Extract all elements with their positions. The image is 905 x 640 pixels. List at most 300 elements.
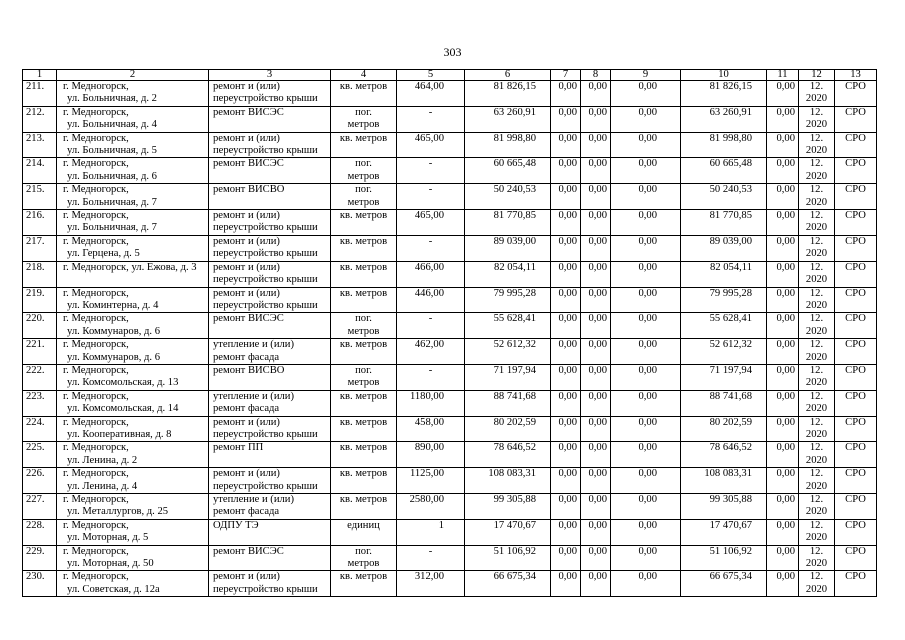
work-type-cell bbox=[209, 494, 331, 520]
deadline-cell bbox=[799, 416, 835, 442]
col8-cell bbox=[581, 519, 611, 545]
col7-cell bbox=[551, 158, 581, 184]
address-line-2: ул. Больничная, д. 4 bbox=[67, 119, 157, 131]
col7-cell bbox=[551, 106, 581, 132]
col8-cell bbox=[581, 261, 611, 287]
funding-source: СРО bbox=[845, 210, 866, 222]
table-row bbox=[23, 339, 877, 365]
funding-source: СРО bbox=[845, 416, 866, 428]
address-cell bbox=[57, 235, 209, 261]
address-line-1: г. Медногорск, ул. Ежова, д. 3 bbox=[63, 261, 197, 273]
address-cell bbox=[57, 339, 209, 365]
work-type-cell bbox=[209, 442, 331, 468]
deadline-cell bbox=[799, 364, 835, 390]
row-number-cell bbox=[23, 364, 57, 390]
row-number-cell bbox=[23, 313, 57, 339]
deadline-year: 2020 bbox=[805, 196, 828, 208]
work-type-line-1: ремонт ВИСВО bbox=[213, 364, 285, 376]
row-number: 215. bbox=[26, 184, 45, 196]
table-body bbox=[23, 81, 877, 597]
table-row bbox=[23, 184, 877, 210]
row-number: 216. bbox=[26, 210, 45, 222]
col11-value: 0,00 bbox=[776, 364, 795, 376]
deadline-year: 2020 bbox=[805, 299, 828, 311]
col8-cell bbox=[581, 339, 611, 365]
col8-cell bbox=[581, 184, 611, 210]
deadline-month: 12. bbox=[809, 106, 824, 118]
column-header-12: 12 bbox=[799, 70, 835, 81]
table-row bbox=[23, 545, 877, 571]
col8-value: 0,00 bbox=[588, 571, 607, 583]
funding-source: СРО bbox=[845, 442, 866, 454]
col9-cell bbox=[611, 545, 681, 571]
funding-source-cell bbox=[835, 158, 877, 184]
unit-cell bbox=[331, 571, 397, 597]
total-cost-value: 88 741,68 bbox=[493, 390, 536, 402]
total-cost-value: 89 039,00 bbox=[493, 235, 536, 247]
col11-value: 0,00 bbox=[776, 390, 795, 402]
table-row bbox=[23, 158, 877, 184]
work-type-cell bbox=[209, 416, 331, 442]
column-header-5: 5 bbox=[397, 70, 465, 81]
deadline-month: 12. bbox=[809, 132, 824, 144]
work-type-line-2: переустройство крыши bbox=[213, 274, 318, 286]
work-type-line-1: ремонт ВИСЭС bbox=[213, 158, 284, 170]
funding-source-cell bbox=[835, 210, 877, 236]
unit-line-1: единиц bbox=[347, 519, 380, 531]
unit-cell bbox=[331, 235, 397, 261]
work-type-cell bbox=[209, 364, 331, 390]
col8-value: 0,00 bbox=[588, 364, 607, 376]
deadline-year: 2020 bbox=[805, 351, 828, 363]
funding-source-cell bbox=[835, 81, 877, 107]
deadline-month: 12. bbox=[809, 571, 824, 583]
funding-source-cell bbox=[835, 571, 877, 597]
col7-cell bbox=[551, 132, 581, 158]
funding-source-cell bbox=[835, 339, 877, 365]
address-line-2: ул. Больничная, д. 5 bbox=[67, 145, 157, 157]
col11-value: 0,00 bbox=[776, 519, 795, 531]
row-number: 214. bbox=[26, 158, 45, 170]
funding-source: СРО bbox=[845, 184, 866, 196]
unit-line-1: пог. bbox=[355, 364, 372, 376]
deadline-year: 2020 bbox=[805, 428, 828, 440]
row-number-cell bbox=[23, 81, 57, 107]
work-type-cell bbox=[209, 287, 331, 313]
row-number-cell bbox=[23, 106, 57, 132]
unit-line-2: метров bbox=[347, 119, 380, 131]
quantity-cell bbox=[397, 494, 465, 520]
col7-value: 0,00 bbox=[558, 235, 577, 247]
row-number: 217. bbox=[26, 235, 45, 247]
deadline-month: 12. bbox=[809, 519, 824, 531]
unit-line-1: пог. bbox=[355, 106, 372, 118]
col9-cell bbox=[611, 106, 681, 132]
work-type-cell bbox=[209, 468, 331, 494]
quantity-value: 464,00 bbox=[414, 81, 444, 92]
col10-value: 81 998,80 bbox=[709, 132, 752, 144]
quantity-value: - bbox=[428, 235, 433, 247]
quantity-cell bbox=[397, 442, 465, 468]
unit-cell bbox=[331, 210, 397, 236]
work-type-line-2: ремонт фасада bbox=[213, 403, 280, 415]
col11-cell bbox=[767, 132, 799, 158]
row-number-cell bbox=[23, 339, 57, 365]
work-type-line-1: ремонт и (или) bbox=[213, 132, 280, 144]
address-line-1: г. Медногорск, bbox=[63, 442, 129, 454]
column-header-2: 2 bbox=[57, 70, 209, 81]
row-number-cell bbox=[23, 468, 57, 494]
col10-value: 63 260,91 bbox=[709, 106, 752, 118]
col11-value: 0,00 bbox=[776, 210, 795, 222]
work-type-line-1: ремонт ВИСЭС bbox=[213, 313, 284, 325]
deadline-year: 2020 bbox=[805, 93, 828, 105]
col8-value: 0,00 bbox=[588, 158, 607, 170]
row-number: 227. bbox=[26, 494, 45, 505]
col7-cell bbox=[551, 339, 581, 365]
address-line-1: г. Медногорск, bbox=[63, 545, 129, 557]
unit-cell bbox=[331, 106, 397, 132]
row-number: 230. bbox=[26, 571, 45, 583]
funding-source-cell bbox=[835, 390, 877, 416]
col10-value: 78 646,52 bbox=[709, 442, 752, 454]
deadline-month: 12. bbox=[809, 416, 824, 428]
col9-value: 0,00 bbox=[638, 235, 657, 247]
col10-value: 71 197,94 bbox=[709, 364, 752, 376]
table-row bbox=[23, 313, 877, 339]
work-type-line-1: ремонт и (или) bbox=[213, 261, 280, 273]
address-line-1: г. Медногорск, bbox=[63, 184, 129, 196]
work-type-line-1: ремонт и (или) bbox=[213, 416, 280, 428]
address-cell bbox=[57, 158, 209, 184]
deadline-cell bbox=[799, 81, 835, 107]
table-row bbox=[23, 287, 877, 313]
unit-line-1: кв. метров bbox=[339, 390, 388, 402]
deadline-year: 2020 bbox=[805, 558, 828, 570]
quantity-cell bbox=[397, 81, 465, 107]
deadline-month: 12. bbox=[809, 210, 824, 222]
col9-cell bbox=[611, 287, 681, 313]
col10-value: 50 240,53 bbox=[709, 184, 752, 196]
col7-cell bbox=[551, 442, 581, 468]
quantity-cell bbox=[397, 364, 465, 390]
quantity-cell bbox=[397, 210, 465, 236]
quantity-cell bbox=[397, 339, 465, 365]
unit-cell bbox=[331, 494, 397, 520]
row-number: 212. bbox=[26, 106, 45, 118]
col9-value: 0,00 bbox=[638, 416, 657, 428]
deadline-month: 12. bbox=[809, 339, 824, 351]
deadline-cell bbox=[799, 261, 835, 287]
col10-cell bbox=[681, 261, 767, 287]
col9-cell bbox=[611, 468, 681, 494]
unit-line-1: кв. метров bbox=[339, 210, 388, 222]
deadline-month: 12. bbox=[809, 287, 824, 299]
col8-value: 0,00 bbox=[588, 313, 607, 325]
funding-source-cell bbox=[835, 313, 877, 339]
work-type-cell bbox=[209, 519, 331, 545]
work-type-cell bbox=[209, 184, 331, 210]
row-number-cell bbox=[23, 390, 57, 416]
total-cost-value: 55 628,41 bbox=[493, 313, 536, 325]
quantity-value: - bbox=[428, 184, 433, 196]
total-cost-cell bbox=[465, 571, 551, 597]
col11-cell bbox=[767, 468, 799, 494]
quantity-cell bbox=[397, 184, 465, 210]
row-number: 228. bbox=[26, 519, 45, 531]
address-line-1: г. Медногорск, bbox=[63, 313, 129, 325]
col8-value: 0,00 bbox=[588, 519, 607, 531]
funding-source: СРО bbox=[845, 158, 866, 170]
deadline-cell bbox=[799, 571, 835, 597]
quantity-value: - bbox=[428, 106, 433, 118]
address-line-2: ул. Больничная, д. 2 bbox=[67, 93, 157, 105]
work-type-line-1: ремонт и (или) bbox=[213, 235, 280, 247]
col7-value: 0,00 bbox=[558, 184, 577, 196]
col9-cell bbox=[611, 442, 681, 468]
total-cost-value: 81 770,85 bbox=[493, 210, 536, 222]
total-cost-value: 99 305,88 bbox=[493, 494, 536, 505]
column-header-11: 11 bbox=[767, 70, 799, 81]
address-cell bbox=[57, 545, 209, 571]
deadline-year: 2020 bbox=[805, 532, 828, 544]
table-row bbox=[23, 261, 877, 287]
col8-value: 0,00 bbox=[588, 339, 607, 351]
col7-value: 0,00 bbox=[558, 519, 577, 531]
col11-cell bbox=[767, 158, 799, 184]
table-row bbox=[23, 235, 877, 261]
col9-cell bbox=[611, 210, 681, 236]
deadline-month: 12. bbox=[809, 158, 824, 170]
row-number: 221. bbox=[26, 339, 45, 351]
work-type-cell bbox=[209, 210, 331, 236]
unit-line-2: метров bbox=[347, 558, 380, 570]
total-cost-value: 51 106,92 bbox=[493, 545, 536, 557]
row-number-cell bbox=[23, 416, 57, 442]
col8-value: 0,00 bbox=[588, 210, 607, 222]
quantity-value: 890,00 bbox=[414, 442, 444, 454]
address-line-2: ул. Моторная, д. 50 bbox=[67, 558, 154, 570]
total-cost-value: 79 995,28 bbox=[493, 287, 536, 299]
work-type-line-1: ремонт и (или) bbox=[213, 287, 280, 299]
unit-line-1: кв. метров bbox=[339, 571, 388, 583]
col8-cell bbox=[581, 494, 611, 520]
col10-cell bbox=[681, 235, 767, 261]
deadline-month: 12. bbox=[809, 390, 824, 402]
col11-value: 0,00 bbox=[776, 313, 795, 325]
work-type-line-1: ремонт ПП bbox=[213, 442, 264, 454]
address-cell bbox=[57, 390, 209, 416]
quantity-cell bbox=[397, 158, 465, 184]
quantity-value: 458,00 bbox=[414, 416, 444, 428]
col8-cell bbox=[581, 545, 611, 571]
work-type-line-2: переустройство крыши bbox=[213, 428, 318, 440]
work-type-line-2: переустройство крыши bbox=[213, 145, 318, 157]
quantity-cell bbox=[397, 390, 465, 416]
deadline-cell bbox=[799, 519, 835, 545]
unit-line-1: пог. bbox=[355, 184, 372, 196]
col10-cell bbox=[681, 442, 767, 468]
funding-source: СРО bbox=[845, 571, 866, 583]
row-number-cell bbox=[23, 210, 57, 236]
deadline-year: 2020 bbox=[805, 248, 828, 260]
total-cost-value: 60 665,48 bbox=[493, 158, 536, 170]
total-cost-value: 63 260,91 bbox=[493, 106, 536, 118]
col8-cell bbox=[581, 416, 611, 442]
col9-cell bbox=[611, 184, 681, 210]
address-cell bbox=[57, 494, 209, 520]
address-line-1: г. Медногорск, bbox=[63, 287, 129, 299]
col7-value: 0,00 bbox=[558, 81, 577, 92]
col8-value: 0,00 bbox=[588, 184, 607, 196]
unit-cell bbox=[331, 416, 397, 442]
address-line-1: г. Медногорск, bbox=[63, 210, 129, 222]
col10-cell bbox=[681, 416, 767, 442]
col9-cell bbox=[611, 519, 681, 545]
unit-line-1: кв. метров bbox=[339, 494, 388, 505]
col10-cell bbox=[681, 313, 767, 339]
col8-cell bbox=[581, 287, 611, 313]
funding-source-cell bbox=[835, 468, 877, 494]
funding-source-cell bbox=[835, 545, 877, 571]
col7-value: 0,00 bbox=[558, 390, 577, 402]
col11-cell bbox=[767, 106, 799, 132]
col8-cell bbox=[581, 210, 611, 236]
col8-cell bbox=[581, 390, 611, 416]
table-row bbox=[23, 494, 877, 520]
col10-cell bbox=[681, 287, 767, 313]
col11-value: 0,00 bbox=[776, 132, 795, 144]
deadline-cell bbox=[799, 494, 835, 520]
address-line-2: ул. Кооперативная, д. 8 bbox=[67, 428, 172, 440]
work-type-cell bbox=[209, 571, 331, 597]
col11-value: 0,00 bbox=[776, 571, 795, 583]
total-cost-value: 52 612,32 bbox=[493, 339, 536, 351]
col9-value: 0,00 bbox=[638, 519, 657, 531]
col11-cell bbox=[767, 339, 799, 365]
table-row bbox=[23, 416, 877, 442]
row-number-cell bbox=[23, 442, 57, 468]
total-cost-cell bbox=[465, 390, 551, 416]
deadline-year: 2020 bbox=[805, 145, 828, 157]
col8-value: 0,00 bbox=[588, 416, 607, 428]
total-cost-cell bbox=[465, 442, 551, 468]
repair-schedule-table bbox=[22, 69, 877, 597]
deadline-year: 2020 bbox=[805, 403, 828, 415]
col9-cell bbox=[611, 261, 681, 287]
col10-value: 51 106,92 bbox=[709, 545, 752, 557]
deadline-year: 2020 bbox=[805, 480, 828, 492]
funding-source-cell bbox=[835, 494, 877, 520]
col11-value: 0,00 bbox=[776, 494, 795, 505]
unit-line-2: метров bbox=[347, 196, 380, 208]
col9-cell bbox=[611, 416, 681, 442]
header-row bbox=[23, 70, 877, 81]
work-type-cell bbox=[209, 81, 331, 107]
funding-source-cell bbox=[835, 106, 877, 132]
address-cell bbox=[57, 132, 209, 158]
row-number: 224. bbox=[26, 416, 45, 428]
table-row bbox=[23, 519, 877, 545]
total-cost-value: 108 083,31 bbox=[488, 468, 536, 480]
unit-cell bbox=[331, 519, 397, 545]
table-row bbox=[23, 442, 877, 468]
quantity-value: 465,00 bbox=[414, 210, 444, 222]
quantity-value: - bbox=[428, 313, 433, 325]
col9-value: 0,00 bbox=[638, 261, 657, 273]
column-header-8: 8 bbox=[581, 70, 611, 81]
col9-cell bbox=[611, 339, 681, 365]
funding-source: СРО bbox=[845, 313, 866, 325]
unit-line-2: метров bbox=[347, 325, 380, 337]
quantity-value: - bbox=[428, 364, 433, 376]
col9-value: 0,00 bbox=[638, 494, 657, 505]
address-line-1: г. Медногорск, bbox=[63, 132, 129, 144]
work-type-line-2: ремонт фасада bbox=[213, 351, 280, 363]
col7-value: 0,00 bbox=[558, 571, 577, 583]
unit-line-1: кв. метров bbox=[339, 132, 388, 144]
col11-value: 0,00 bbox=[776, 261, 795, 273]
table-row bbox=[23, 468, 877, 494]
col11-value: 0,00 bbox=[776, 545, 795, 557]
unit-line-1: кв. метров bbox=[339, 261, 388, 273]
column-header-7: 7 bbox=[551, 70, 581, 81]
work-type-line-1: утепление и (или) bbox=[213, 390, 294, 402]
deadline-cell bbox=[799, 390, 835, 416]
funding-source: СРО bbox=[845, 494, 866, 505]
col9-value: 0,00 bbox=[638, 364, 657, 376]
col11-value: 0,00 bbox=[776, 81, 795, 92]
col9-value: 0,00 bbox=[638, 545, 657, 557]
deadline-cell bbox=[799, 313, 835, 339]
col9-value: 0,00 bbox=[638, 184, 657, 196]
col9-cell bbox=[611, 81, 681, 107]
col10-cell bbox=[681, 106, 767, 132]
col9-value: 0,00 bbox=[638, 390, 657, 402]
funding-source: СРО bbox=[845, 364, 866, 376]
col10-value: 55 628,41 bbox=[709, 313, 752, 325]
address-line-2: ул. Моторная, д. 5 bbox=[67, 532, 149, 544]
deadline-year: 2020 bbox=[805, 119, 828, 131]
unit-cell bbox=[331, 468, 397, 494]
work-type-line-1: ОДПУ ТЭ bbox=[213, 519, 259, 531]
unit-line-2: метров bbox=[347, 377, 380, 389]
work-type-cell bbox=[209, 390, 331, 416]
col11-value: 0,00 bbox=[776, 468, 795, 480]
col7-value: 0,00 bbox=[558, 468, 577, 480]
unit-line-1: кв. метров bbox=[339, 339, 388, 351]
row-number: 226. bbox=[26, 468, 45, 480]
col8-cell bbox=[581, 571, 611, 597]
quantity-cell bbox=[397, 287, 465, 313]
work-type-line-2: переустройство крыши bbox=[213, 222, 318, 234]
total-cost-cell bbox=[465, 261, 551, 287]
deadline-month: 12. bbox=[809, 545, 824, 557]
total-cost-value: 78 646,52 bbox=[493, 442, 536, 454]
col7-value: 0,00 bbox=[558, 132, 577, 144]
col11-cell bbox=[767, 494, 799, 520]
row-number: 222. bbox=[26, 364, 45, 376]
col8-value: 0,00 bbox=[588, 81, 607, 92]
total-cost-cell bbox=[465, 184, 551, 210]
work-type-line-1: утепление и (или) bbox=[213, 339, 294, 351]
table-row bbox=[23, 210, 877, 236]
col11-value: 0,00 bbox=[776, 158, 795, 170]
work-type-line-2: ремонт фасада bbox=[213, 506, 280, 518]
col11-cell bbox=[767, 210, 799, 236]
unit-cell bbox=[331, 442, 397, 468]
table-row bbox=[23, 81, 877, 107]
